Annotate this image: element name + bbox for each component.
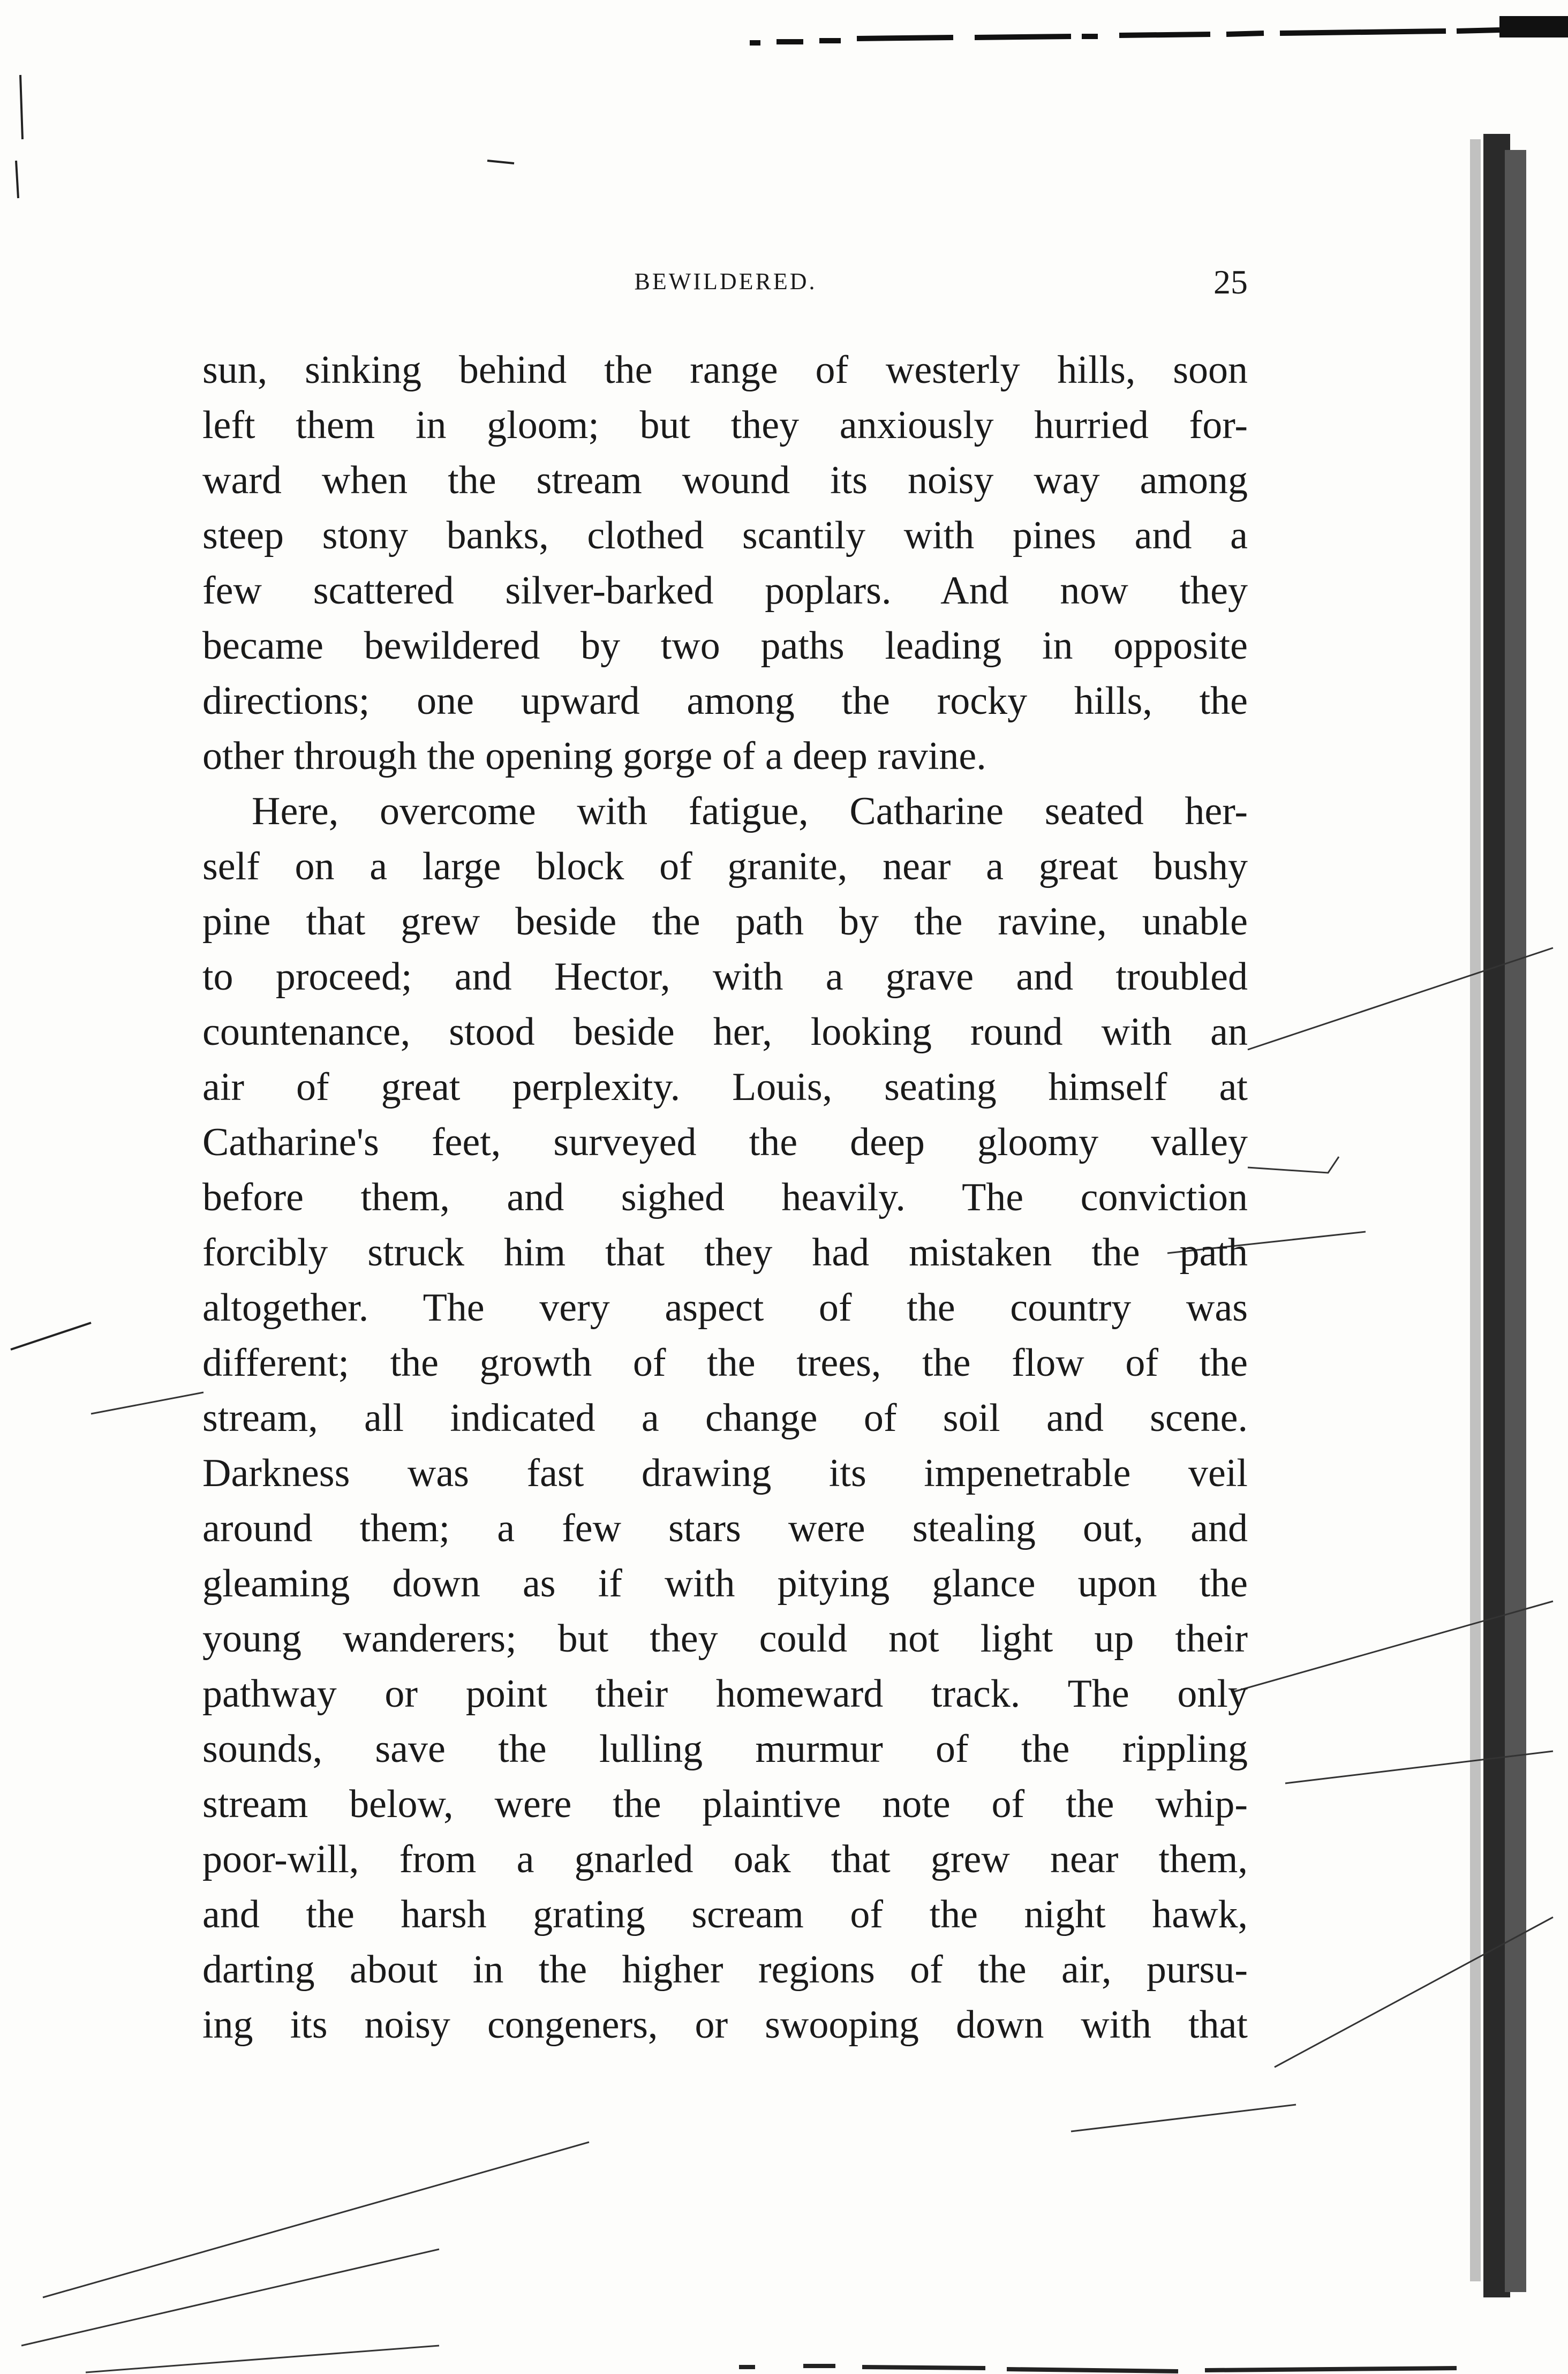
- page-number: 25: [1213, 263, 1248, 301]
- text-line: around them; a few stars were stealing out, and: [202, 1506, 1248, 1550]
- text-line: sounds, save the lulling murmur of the rippling: [202, 1727, 1248, 1771]
- text-line: different; the growth of the trees, the flow of the: [202, 1341, 1248, 1385]
- text-line: pathway or point their homeward track. The only: [202, 1672, 1248, 1716]
- text-line: self on a large block of granite, near a great bushy: [202, 845, 1248, 888]
- text-line: stream below, were the plaintive note of the whip-: [202, 1782, 1248, 1826]
- text-line: sun, sinking behind the range of westerly hills, soon: [202, 348, 1248, 392]
- text-line: poor-will, from a gnarled oak that grew near them,: [202, 1837, 1248, 1881]
- text-line: steep stony banks, clothed scantily with pines and a: [202, 514, 1248, 557]
- text-line: ward when the stream wound its noisy way among: [202, 458, 1248, 502]
- right-binding-edge: [1470, 134, 1526, 2297]
- text-line: other through the opening gorge of a deep ravine.: [202, 734, 986, 778]
- text-line: forcibly struck him that they had mistaken the path: [202, 1231, 1248, 1275]
- text-line: gleaming down as if with pitying glance upon the: [202, 1562, 1248, 1606]
- text-line: altogether. The very aspect of the country was: [202, 1286, 1248, 1330]
- text-line: air of great perplexity. Louis, seating himself at: [202, 1065, 1248, 1109]
- text-line: ing its noisy congeners, or swooping down with that: [202, 2003, 1248, 2047]
- text-line: Darkness was fast drawing its impenetrable veil: [202, 1451, 1248, 1495]
- text-line: stream, all indicated a change of soil and scene.: [202, 1396, 1248, 1440]
- text-line: young wanderers; but they could not light up their: [202, 1617, 1248, 1661]
- text-line: and the harsh grating scream of the night hawk,: [202, 1893, 1248, 1936]
- text-line: Catharine's feet, surveyed the deep gloomy valley: [202, 1120, 1248, 1164]
- text-line: directions; one upward among the rocky hills, the: [202, 679, 1248, 723]
- text-line: Here, overcome with fatigue, Catharine seated her-: [252, 789, 1248, 833]
- page-header: [203, 262, 1248, 305]
- text-line: to proceed; and Hector, with a grave and troubled: [202, 955, 1248, 999]
- text-line: left them in gloom; but they anxiously hurried for-: [202, 403, 1248, 447]
- text-line: before them, and sighed heavily. The conviction: [202, 1175, 1248, 1219]
- running-head: BEWILDERED.: [634, 268, 817, 295]
- top-edge-marks: [750, 30, 1499, 43]
- body-text: [202, 343, 1248, 2053]
- text-line: darting about in the higher regions of the air, pursu-: [202, 1948, 1248, 1992]
- text-line: became bewildered by two paths leading in opposite: [202, 624, 1248, 668]
- text-line: pine that grew beside the path by the ravine, unable: [202, 900, 1248, 944]
- text-line: countenance, stood beside her, looking round with an: [202, 1010, 1248, 1054]
- text-line: few scattered silver-barked poplars. And now they: [202, 569, 1248, 613]
- bottom-edge-marks: [739, 2366, 1457, 2371]
